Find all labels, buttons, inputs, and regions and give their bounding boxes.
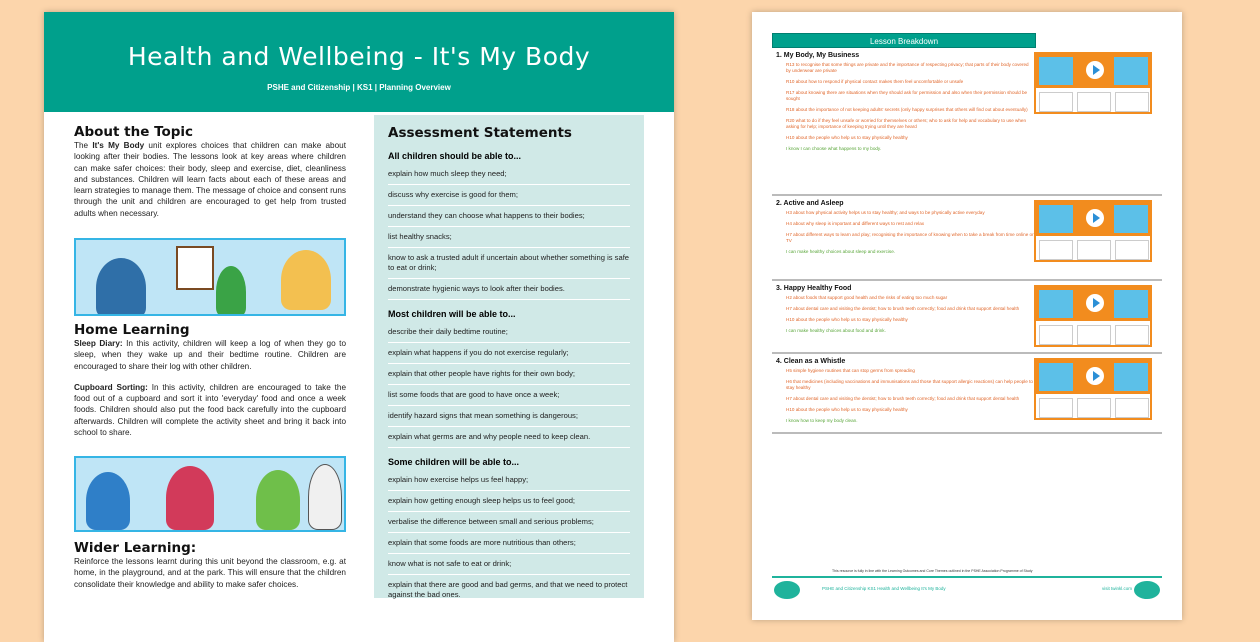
assessment-heading: Assessment Statements — [388, 125, 572, 141]
pshe-logo-icon — [1134, 581, 1160, 599]
assessment-statement: discuss why exercise is good for them; — [388, 185, 630, 206]
play-icon[interactable] — [1086, 367, 1104, 385]
assessment-statement: list healthy snacks; — [388, 227, 630, 248]
lesson-outcome: I can make healthy choices about sleep and exercise. — [786, 249, 896, 254]
lesson-objective: H10 about the people who help us to stay physically healthy — [786, 317, 908, 322]
assessment-statement: explain that other people have rights for their own body; — [388, 364, 630, 385]
lesson-objective: R20 what to do if they feel unsafe or worried for themselves or others; who to ask for help and vocabulary to use when asking for help; importance of keeping trying until they are heard — [786, 118, 1027, 129]
home-learning-section — [74, 322, 346, 438]
wider-learning-section — [74, 540, 346, 590]
assessment-group — [388, 457, 630, 606]
lesson-section — [772, 356, 1162, 434]
assessment-statement: explain how much sleep they need; — [388, 164, 630, 185]
assessment-statement: list some foods that are good to have once a week; — [388, 385, 630, 406]
lesson-objective: H10 about the people who help us to stay physically healthy — [786, 135, 908, 140]
lesson-objective: H6 that medicines (including vaccinations and immunisations and those that support allergic reactions) can help people to stay healthy — [786, 379, 1033, 390]
lesson-objective: R13 to recognise that some things are private and the importance of respecting privacy; that parts of their body covered by underwear are private — [786, 62, 1029, 73]
lesson-objective: H7 about different ways to learn and play; recognising the importance of knowing when to take a break from time online or TV — [786, 232, 1034, 243]
lesson-title: 3. Happy Healthy Food — [776, 285, 852, 292]
lesson-title: 2. Active and Asleep — [776, 200, 844, 207]
assessment-group — [388, 309, 630, 448]
page-footer — [772, 569, 1162, 591]
lesson-section — [772, 283, 1162, 354]
assessment-panel — [374, 115, 644, 598]
lesson-objective: H7 about dental care and visiting the dentist; how to brush teeth correctly; food and drink that support dental health — [786, 306, 1020, 311]
planning-overview-page — [44, 12, 674, 642]
assessment-statement: explain what germs are and why people need to keep clean. — [388, 427, 630, 448]
children-reading-illustration — [74, 238, 346, 316]
lesson-objective: H4 about why sleep is important and different ways to rest and relax — [786, 221, 925, 226]
lesson-objective: H7 about dental care and visiting the dentist; how to brush teeth correctly; food and drink that support dental health — [786, 396, 1020, 401]
assessment-statement: explain how exercise helps us feel happy; — [388, 470, 630, 491]
lesson-section — [772, 50, 1162, 196]
assessment-group-label: Most children will be able to... — [388, 309, 516, 319]
lesson-outcome: I can make healthy choices about food and drink. — [786, 328, 886, 333]
assessment-group — [388, 151, 630, 300]
assessment-statement: know what is not safe to eat or drink; — [388, 554, 630, 575]
assessment-statement: explain that some foods are more nutritious than others; — [388, 533, 630, 554]
twinkl-logo-icon — [774, 581, 800, 599]
lesson-title: 1. My Body, My Business — [776, 52, 860, 59]
page-title: Health and Wellbeing - It's My Body — [127, 42, 591, 71]
lesson-pack-thumbnail[interactable] — [1034, 200, 1152, 262]
about-heading: About the Topic — [74, 124, 194, 140]
lesson-objective: R17 about knowing there are situations when they should ask for permission and also when their permission should be sought — [786, 90, 1028, 101]
sleep-diary-text: Sleep Diary: In this activity, children will keep a log of when they go to sleep, when they wake up and their bedtime routine. Children are encouraged to share their log with other children. — [74, 339, 347, 371]
assessment-group-label: All children should be able to... — [388, 151, 522, 161]
lesson-title: 4. Clean as a Whistle — [776, 358, 846, 365]
about-section — [74, 124, 346, 219]
assessment-statement: identify hazard signs that mean something is dangerous; — [388, 406, 630, 427]
lesson-objective: H3 about how physical activity helps us to stay healthy; and ways to be physically active everyday — [786, 210, 985, 215]
assessment-statement: know to ask a trusted adult if uncertain about whether something is safe to eat or drink; — [388, 248, 630, 279]
lesson-pack-thumbnail[interactable] — [1034, 358, 1152, 420]
lesson-objective: R18 about the importance of not keeping adults' secrets (only happy surprises that others will find out about eventually) — [786, 107, 1028, 112]
assessment-statement: explain that there are good and bad germs, and that we need to protect against the bad ones. — [388, 575, 630, 606]
play-icon[interactable] — [1086, 61, 1104, 79]
about-text: The It's My Body unit explores choices that children can make about looking after their bodies. The lessons look at key areas where children can make safer choices: their body, sleep and exercise, diet, cleanliness and substances. Children will learn facts about each of these areas and learn strategies to manage them. The message of choice and consent runs through the unit and children are encouraged to get help from trusted adults when necessary. — [74, 141, 346, 218]
lesson-objective: H10 about the people who help us to stay physically healthy — [786, 407, 908, 412]
lesson-outcome: I know I can choose what happens to my body. — [786, 146, 882, 151]
play-icon[interactable] — [1086, 294, 1104, 312]
assessment-statement: explain what happens if you do not exercise regularly; — [388, 343, 630, 364]
lesson-section — [772, 198, 1162, 281]
assessment-statement: understand they can choose what happens to their bodies; — [388, 206, 630, 227]
footer-note: This resource is fully in line with the Learning Outcomes and Core Themes outlined in the PSHE Association Programme of Study — [832, 569, 1033, 573]
assessment-group-label: Some children will be able to... — [388, 457, 520, 467]
lesson-breakdown-heading: Lesson Breakdown — [772, 33, 1036, 48]
page-header — [44, 12, 674, 112]
lesson-objective: H5 simple hygiene routines that can stop germs from spreading — [786, 368, 915, 373]
assessment-statement: describe their daily bedtime routine; — [388, 322, 630, 343]
assessment-statement: explain how getting enough sleep helps us to feel good; — [388, 491, 630, 512]
children-playing-illustration — [74, 456, 346, 532]
cupboard-sorting-text: Cupboard Sorting: In this activity, children are encouraged to take the food out of a cupboard and sort it into 'everyday' food and once a week foods. Children should also put the food back carefully into the cupboard afterwards. Children will complete the activity sheet and bring it back into school to share. — [74, 382, 347, 438]
footer-text: PSHE and Citizenship KS1 Health and Wellbeing It's My Body — [822, 586, 946, 591]
assessment-statement: verbalise the difference between small and serious problems; — [388, 512, 630, 533]
footer-url: visit twinkl.com — [1101, 586, 1132, 591]
lesson-pack-thumbnail[interactable] — [1034, 285, 1152, 347]
page-subtitle: PSHE and Citizenship | KS1 | Planning Overview — [267, 83, 451, 92]
lesson-objective: H2 about foods that support good health and the risks of eating too much sugar — [786, 295, 948, 300]
lesson-outcome: I know how to keep my body clean. — [786, 418, 858, 423]
lesson-breakdown-page — [752, 12, 1182, 620]
wider-learning-heading: Wider Learning: — [74, 540, 197, 556]
play-icon[interactable] — [1086, 209, 1104, 227]
home-learning-heading: Home Learning — [74, 322, 190, 338]
lesson-pack-thumbnail[interactable] — [1034, 52, 1152, 114]
assessment-statement: demonstrate hygienic ways to look after their bodies. — [388, 279, 630, 300]
wider-learning-text: Reinforce the lessons learnt during this unit beyond the classroom, e.g. at home, in the playground, and at the park. This will ensure that the children consolidate their knowledge and ability to make safer choices. — [74, 557, 346, 589]
lesson-objective: R10 about how to respond if physical contact makes them feel uncomfortable or unsafe — [786, 79, 964, 84]
